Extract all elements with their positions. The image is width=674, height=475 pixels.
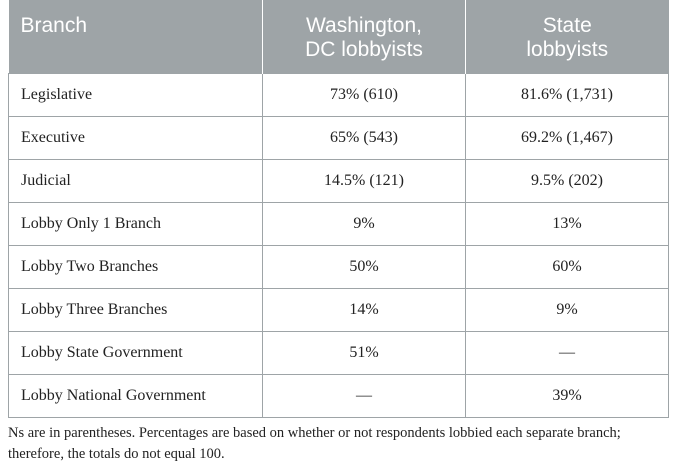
dc-value: 73% (610) — [263, 73, 466, 116]
dc-value: 14% — [263, 288, 466, 331]
dc-value: 50% — [263, 245, 466, 288]
header-dc-lobbyists: Washington, DC lobbyists — [263, 0, 466, 73]
row-label: Lobby Only 1 Branch — [9, 202, 263, 245]
state-value: — — [466, 331, 669, 374]
row-label: Lobby State Government — [9, 331, 263, 374]
dc-value: 14.5% (121) — [263, 159, 466, 202]
header-branch: Branch — [9, 0, 263, 73]
state-value: 9% — [466, 288, 669, 331]
dc-value: 9% — [263, 202, 466, 245]
table-row — [9, 288, 669, 331]
table-row — [9, 374, 669, 417]
lobbyist-branch-table — [8, 0, 669, 418]
row-label: Judicial — [9, 159, 263, 202]
state-value: 60% — [466, 245, 669, 288]
state-value: 81.6% (1,731) — [466, 73, 669, 116]
row-label: Lobby Three Branches — [9, 288, 263, 331]
row-label: Lobby Two Branches — [9, 245, 263, 288]
table-row — [9, 73, 669, 116]
dc-value: 51% — [263, 331, 466, 374]
header-row — [9, 0, 669, 73]
state-value: 39% — [466, 374, 669, 417]
table-row — [9, 331, 669, 374]
state-value: 13% — [466, 202, 669, 245]
table-footnote: Ns are in parentheses. Percentages are based on whether or not respondents lobbied each separate branch; therefore, the totals do not equal 100. — [8, 425, 621, 462]
table-row — [9, 202, 669, 245]
table-row — [9, 116, 669, 159]
state-value: 9.5% (202) — [466, 159, 669, 202]
header-state-lobbyists: State lobbyists — [526, 14, 609, 61]
row-label: Legislative — [9, 73, 263, 116]
row-label: Lobby National Government — [9, 374, 263, 417]
dc-value: 65% (543) — [263, 116, 466, 159]
table-row — [9, 159, 669, 202]
dc-value: — — [263, 374, 466, 417]
row-label: Executive — [9, 116, 263, 159]
table-row — [9, 245, 669, 288]
state-value: 69.2% (1,467) — [466, 116, 669, 159]
